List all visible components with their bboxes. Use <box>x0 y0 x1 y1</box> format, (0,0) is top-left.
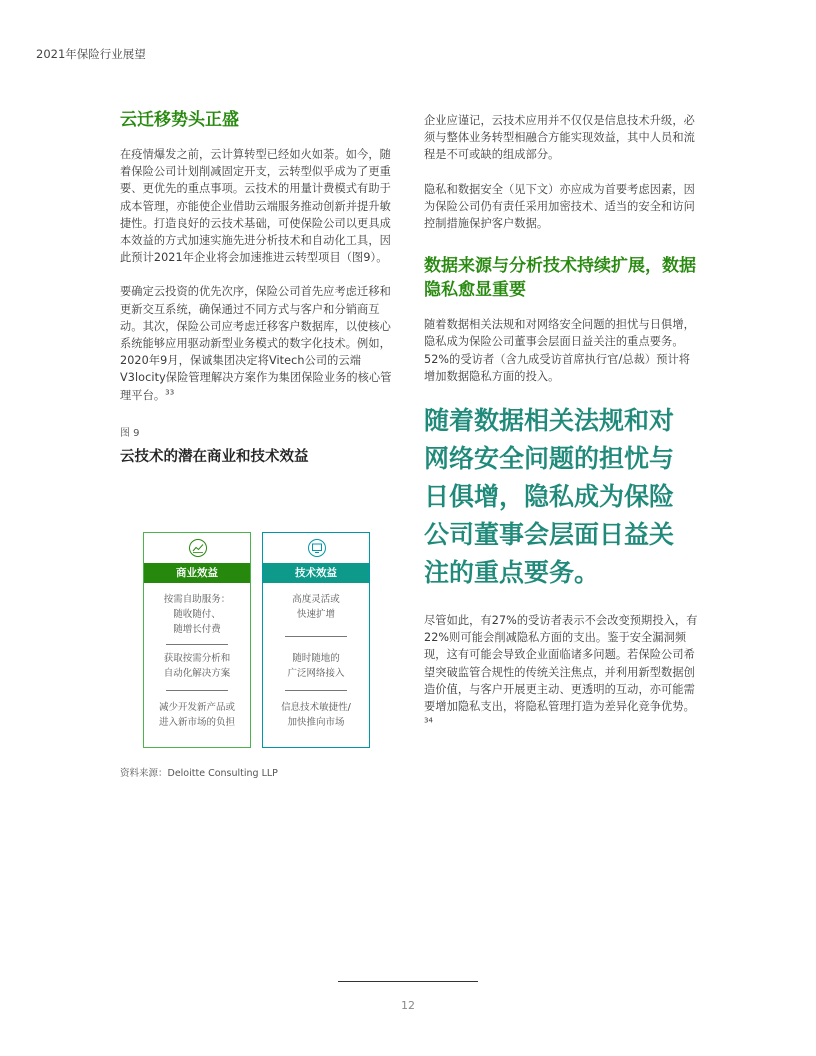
benefit-item: 高度灵活或 快速扩增 <box>292 594 340 620</box>
business-benefits-header: 商业效益 <box>144 563 250 583</box>
line-chart-icon <box>188 538 208 558</box>
benefit-item: 随时随地的 广泛网络接入 <box>287 653 345 679</box>
footnote-ref: 33 <box>165 387 175 396</box>
right-column <box>424 112 698 749</box>
paragraph: 随着数据相关法规和对网络安全问题的担忧与日俱增，隐私成为保险公司董事会层面日益关注的重点要务。52%的受访者（含九成受访首席执行官/总裁）预计将增加数据隐私方面的投入。 <box>424 318 695 383</box>
figure-label: 图 9 <box>120 427 140 439</box>
paragraph: 在疫情爆发之前，云计算转型已经如火如荼。如今，随着保险公司计划削减固定开支，云转型似乎成为了更重要、更优先的重点事项。云技术的用量计费模式有助于成本管理，亦能使企业借助云端服务推动创新并提升敏捷性。打造良好的云技术基础，可使保险公司以更具成本效益的方式加速实施先进分析技术和自动化工具，因此预计2021年企业将会加速推进云转型项目（图9）。 <box>120 148 391 265</box>
paragraph <box>120 283 392 403</box>
section-title-cloud: 云迁移势头正盛 <box>120 110 239 130</box>
benefit-item: 减少开发新产品或 进入新市场的负担 <box>158 702 235 728</box>
monitor-icon <box>307 538 327 558</box>
footer-rule <box>338 981 478 982</box>
section-title-data: 数据来源与分析技术持续扩展，数据隐私愈显重要 <box>424 256 696 301</box>
paragraph: 企业应谨记，云技术应用并不仅仅是信息技术升级，必须与整体业务转型相融合方能实现效益，其中人员和流程是不可或缺的组成部分。 <box>424 114 695 162</box>
technical-benefits-header: 技术效益 <box>263 563 369 583</box>
footnote-ref: 34 <box>424 716 434 725</box>
paragraph-text: 尽管如此，有27%的受访者表示不会改变预期投入，有22%则可能会削减隐私方面的支出。鉴于安全漏洞频现，这有可能会导致企业面临诸多问题。若保险公司希望突破监管合规性的传统关注焦点，并利用新型数据创造价值，与客户开展更主动、更透明的互动，亦可能需要增加隐私支出，将隐私管理打造为差异化竞争优势。 <box>424 614 698 714</box>
divider <box>285 690 347 691</box>
business-benefits-card <box>143 532 251 748</box>
paragraph <box>424 612 698 732</box>
benefits-diagram <box>143 532 370 748</box>
running-header: 2021年保险行业展望 <box>36 47 146 61</box>
figure-title: 云技术的潜在商业和技术效益 <box>120 448 309 465</box>
paragraph-text: 要确定云投资的优先次序，保险公司首先应考虑迁移和更新交互系统，确保通过不同方式与客户和分销商互动。其次，保险公司应考虑迁移客户数据库，以使核心系统能够应用驱动新型业务模式的数字化技术。例如，2020年9月，保诚集团决定将Vitech公司的云端V3locity保险管理解决方案作为集团保险业务的核心管理平台。 <box>120 285 392 402</box>
technical-benefits-card <box>262 532 370 748</box>
divider <box>166 690 228 691</box>
paragraph: 隐私和数据安全（见下文）亦应成为首要考虑因素，因为保险公司仍有责任采用加密技术、适当的安全和访问控制措施保护客户数据。 <box>424 182 695 231</box>
divider <box>285 636 347 637</box>
benefit-item: 按需自助服务： 随收随付、 随增长付费 <box>163 594 231 635</box>
divider <box>166 644 228 645</box>
benefit-item: 信息技术敏捷性/ 加快推向市场 <box>281 702 351 728</box>
benefit-item: 获取按需分析和 自动化解决方案 <box>163 653 231 679</box>
page-number: 12 <box>401 999 415 1012</box>
figure-source: 资料来源：Deloitte Consulting LLP <box>120 768 278 779</box>
left-column <box>120 108 392 466</box>
pull-quote: 随着数据相关法规和对网络安全问题的担忧与日俱增，隐私成为保险公司董事会层面日益关注的重点要务。 <box>424 406 675 588</box>
